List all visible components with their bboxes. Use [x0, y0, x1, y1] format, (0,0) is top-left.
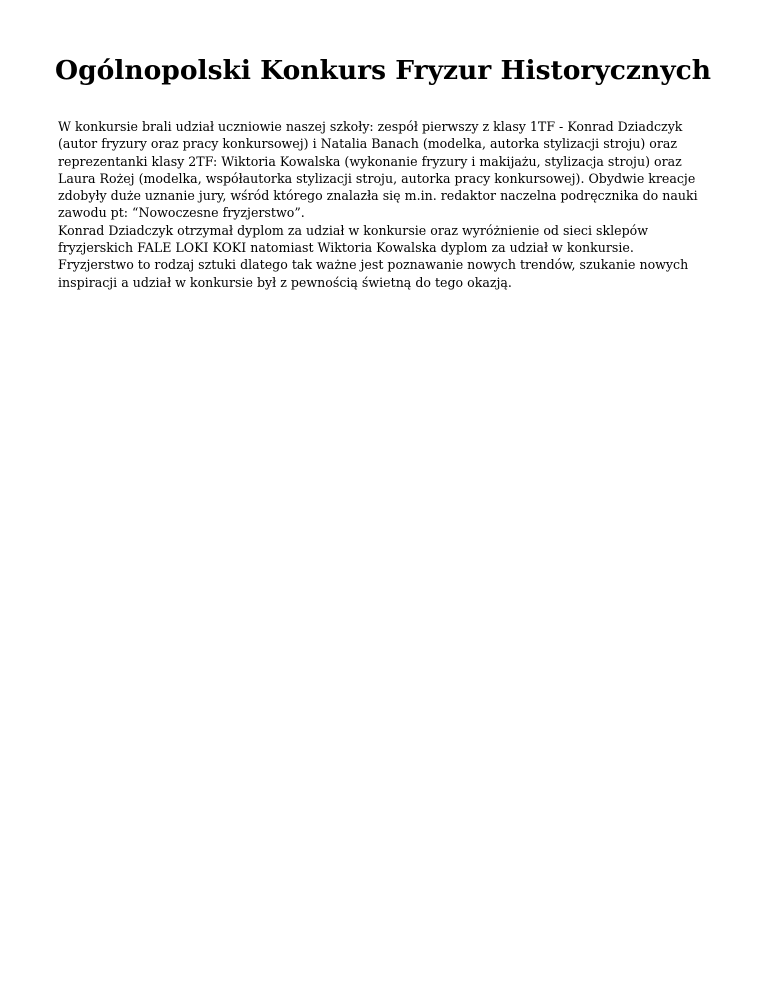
body-line: zdobyły duże uznanie jury, wśród którego znalazła się m.in. redaktor naczelna podręcznika do nauki: [58, 188, 698, 204]
body-line: zawodu pt: “Nowoczesne fryzjerstwo”.: [58, 205, 305, 221]
body-line: inspiracji a udział w konkursie był z pewnością świetną do tego okazją.: [58, 274, 512, 290]
body-line: Konrad Dziadczyk otrzymał dyplom za udział w konkursie oraz wyróżnienie od sieci sklepów: [58, 222, 648, 238]
body-line: Fryzjerstwo to rodzaj sztuki dlatego tak ważne jest poznawanie nowych trendów, szukanie nowych: [58, 257, 689, 273]
body-line: Laura Rożej (modelka, współautorka stylizacji stroju, autorka pracy konkursowej). Obydwie kreacje: [58, 170, 696, 186]
body-line: W konkursie brali udział uczniowie naszej szkoły: zespół pierwszy z klasy 1TF - Konrad Dziadczyk: [58, 119, 683, 134]
page-title: Ogólnopolski Konkurs Fryzur Historycznych: [55, 55, 712, 86]
body-line: reprezentanki klasy 2TF: Wiktoria Kowalska (wykonanie fryzury i makijażu, stylizacja stroju) oraz: [58, 153, 682, 169]
article-body: [58, 118, 718, 291]
body-line: fryzjerskich FALE LOKI KOKI natomiast Wiktoria Kowalska dyplom za udział w konkursie.: [58, 240, 634, 256]
body-line: (autor fryzury oraz pracy konkursowej) i Natalia Banach (modelka, autorka stylizacji stroju) oraz: [58, 136, 677, 152]
